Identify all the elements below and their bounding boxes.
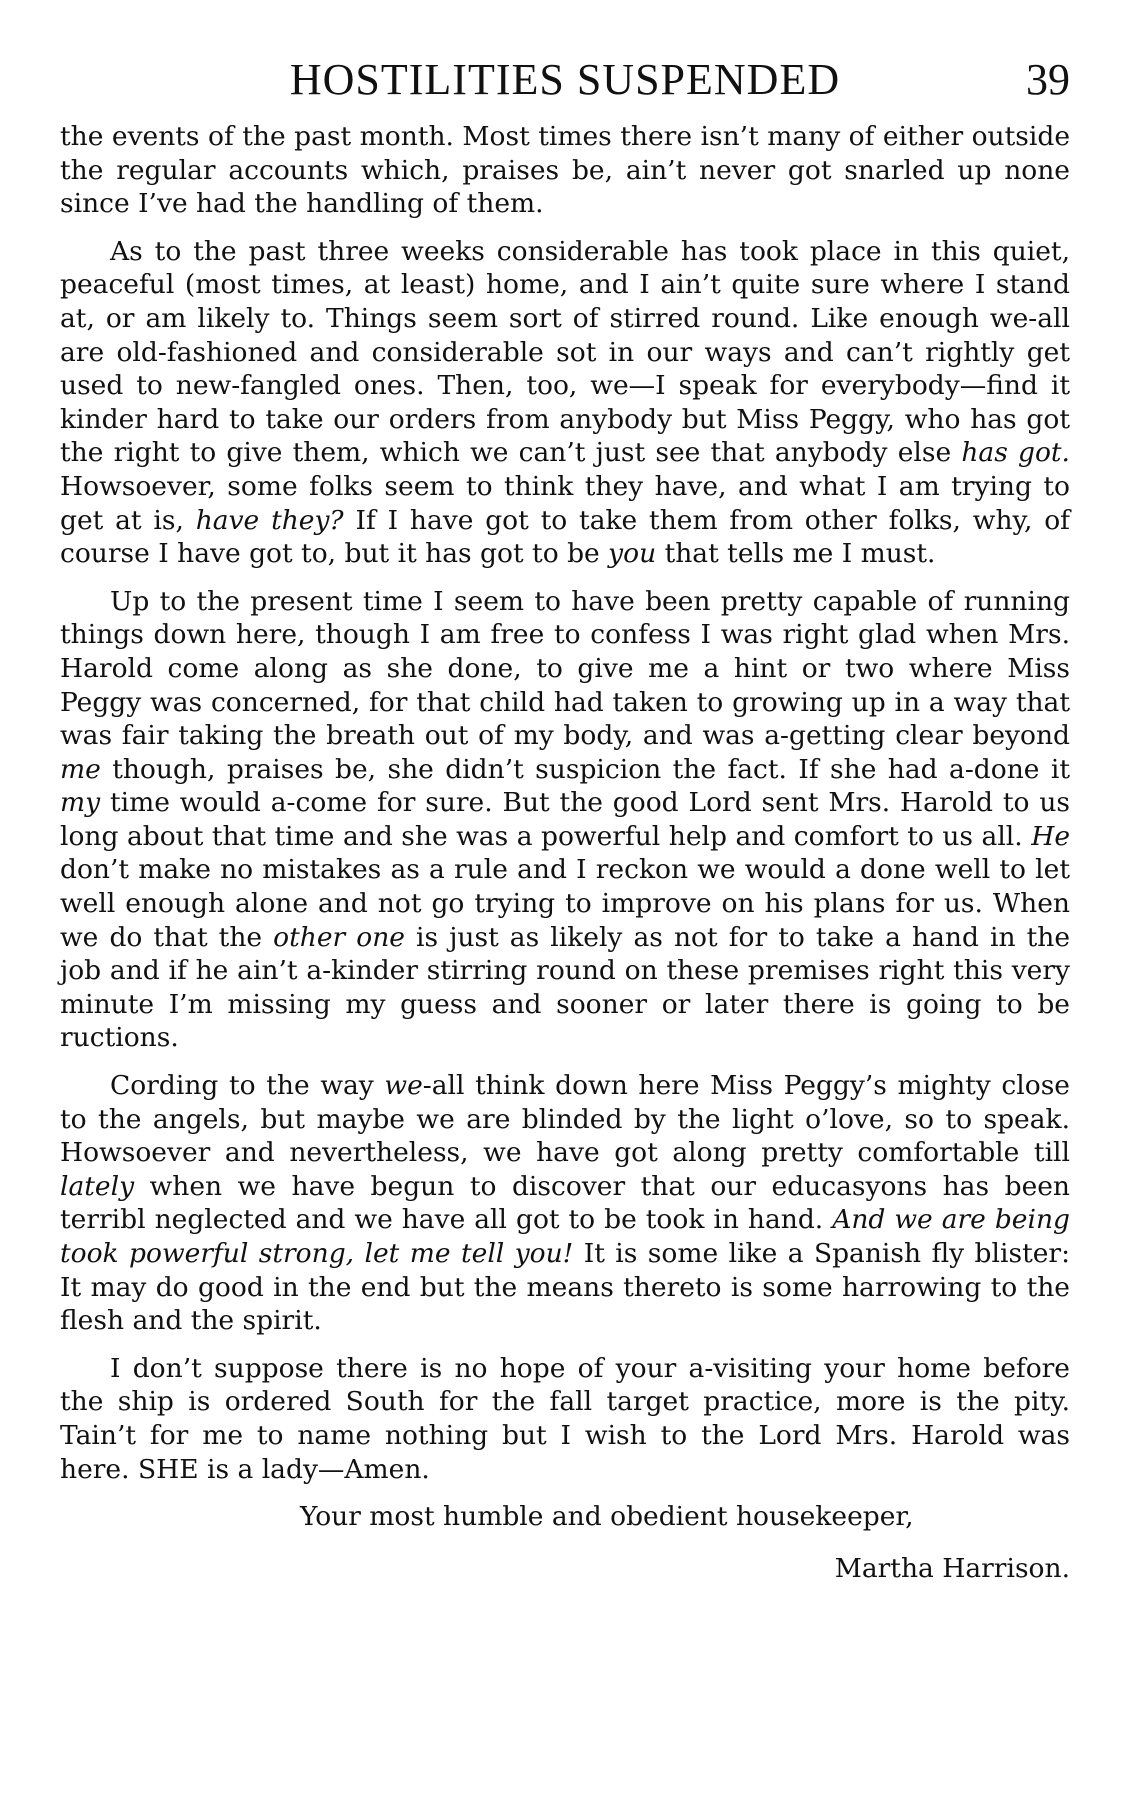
italic-text: we [384, 1070, 423, 1102]
text-segment: It is some like a Spanish fly blister: It may do good in the end but the means thereto is some harrowing to the flesh and the spirit. [60, 1238, 1071, 1337]
text-segment: Cording to the way [110, 1070, 385, 1102]
running-title: HOSTILITIES SUSPENDED [289, 55, 841, 104]
signature: Martha Harrison. [834, 1552, 1070, 1584]
text-segment: when we have begun to discover that our educasyons has been terribl neglected and we have all got to be took in hand. [60, 1170, 1070, 1236]
italic-text: other one [273, 921, 405, 953]
italic-text: And we are being took powerful strong, let me tell you! [60, 1204, 1070, 1269]
text-segment: though, praises be, she didn’t suspicion the fact. If she had a-done it [100, 753, 1070, 785]
paragraph [60, 235, 1070, 571]
italic-text: my [60, 787, 101, 819]
italic-text: you [608, 538, 657, 570]
italic-text: have they? [195, 504, 344, 536]
book-page [60, 52, 1070, 1585]
valediction: Your most humble and obedient housekeeper, [300, 1501, 914, 1533]
page-header [60, 52, 1070, 108]
text-segment: Howsoever, some folks seem to think they have, and what I am trying to get at is, [60, 470, 1070, 536]
text-segment: don’t make no mistakes as a rule and I reckon we would a done well to let well enough alone and not go trying to improve on his plans for us. When we do that the [60, 854, 1070, 953]
text-segment: I don’t suppose there is no hope of your a-visiting your home before the ship is ordered South for the fall target practice, more is the pity. Tain’t for me to name nothing but I wish to the Lord Mrs. Harold was here. SHE is a lady—Amen. [60, 1352, 1070, 1485]
text-segment: is just as likely as not for to take a hand in the job and if he ain’t a-kinder stirring round on these premises right this very minute I’m missing my guess and sooner or later there is going to be ructions. [60, 921, 1070, 1054]
italic-text: me [60, 753, 101, 785]
paragraph [60, 1069, 1070, 1338]
text-segment: As to the past three weeks considerable has took place in this quiet, peaceful (most times, at least) home, and I ain’t quite sure where I stand at, or am likely to. Things seem sort of stirred round. Like enough we-all are old-fashioned and considerable sot in our ways and can’t rightly get used to new-fangled ones. Then, too, we—I speak for everybody—find it kinder hard to take our orders from anybody but Miss Peggy, who has got the right to give them, which we can’t just see that anybody else [60, 235, 1070, 469]
page-number: 39 [1026, 55, 1070, 104]
italic-text: He [1031, 820, 1070, 852]
italic-text: lately [60, 1170, 135, 1202]
text-segment: If I have got to take them from other folks, why, of course I have got to, but it has got to be [60, 504, 1070, 570]
text-segment: -all think down here Miss Peggy’s mighty close to the angels, but maybe we are blinded by the light o’love, so to speak. Howsoever and nevertheless, we have got along pretty comfortable till [60, 1070, 1070, 1169]
text-segment: the events of the past month. Most times there isn’t many of either outside the regular accounts which, praises be, ain’t never got snarled up none since I’ve had the handling of them. [60, 121, 1070, 220]
paragraph [60, 120, 1070, 221]
letter-body [60, 120, 1070, 1486]
text-segment: time would a-come for sure. But the good Lord sent Mrs. Harold to us long about that time and she was a powerful help and comfort to us all. [60, 787, 1070, 852]
paragraph [60, 1352, 1070, 1486]
italic-text: has got. [961, 437, 1070, 469]
text-segment: Up to the present time I seem to have been pretty capable of running things down here, though I am free to confess I was right glad when Mrs. Harold come along as she done, to give me a hint or two where Miss Peggy was concerned, for that child had taken to growing up in a way that was fair taking the breath out of my body, and was a-getting clear beyond [60, 585, 1070, 752]
text-segment: that tells me I must. [656, 538, 936, 570]
paragraph [60, 585, 1070, 1055]
